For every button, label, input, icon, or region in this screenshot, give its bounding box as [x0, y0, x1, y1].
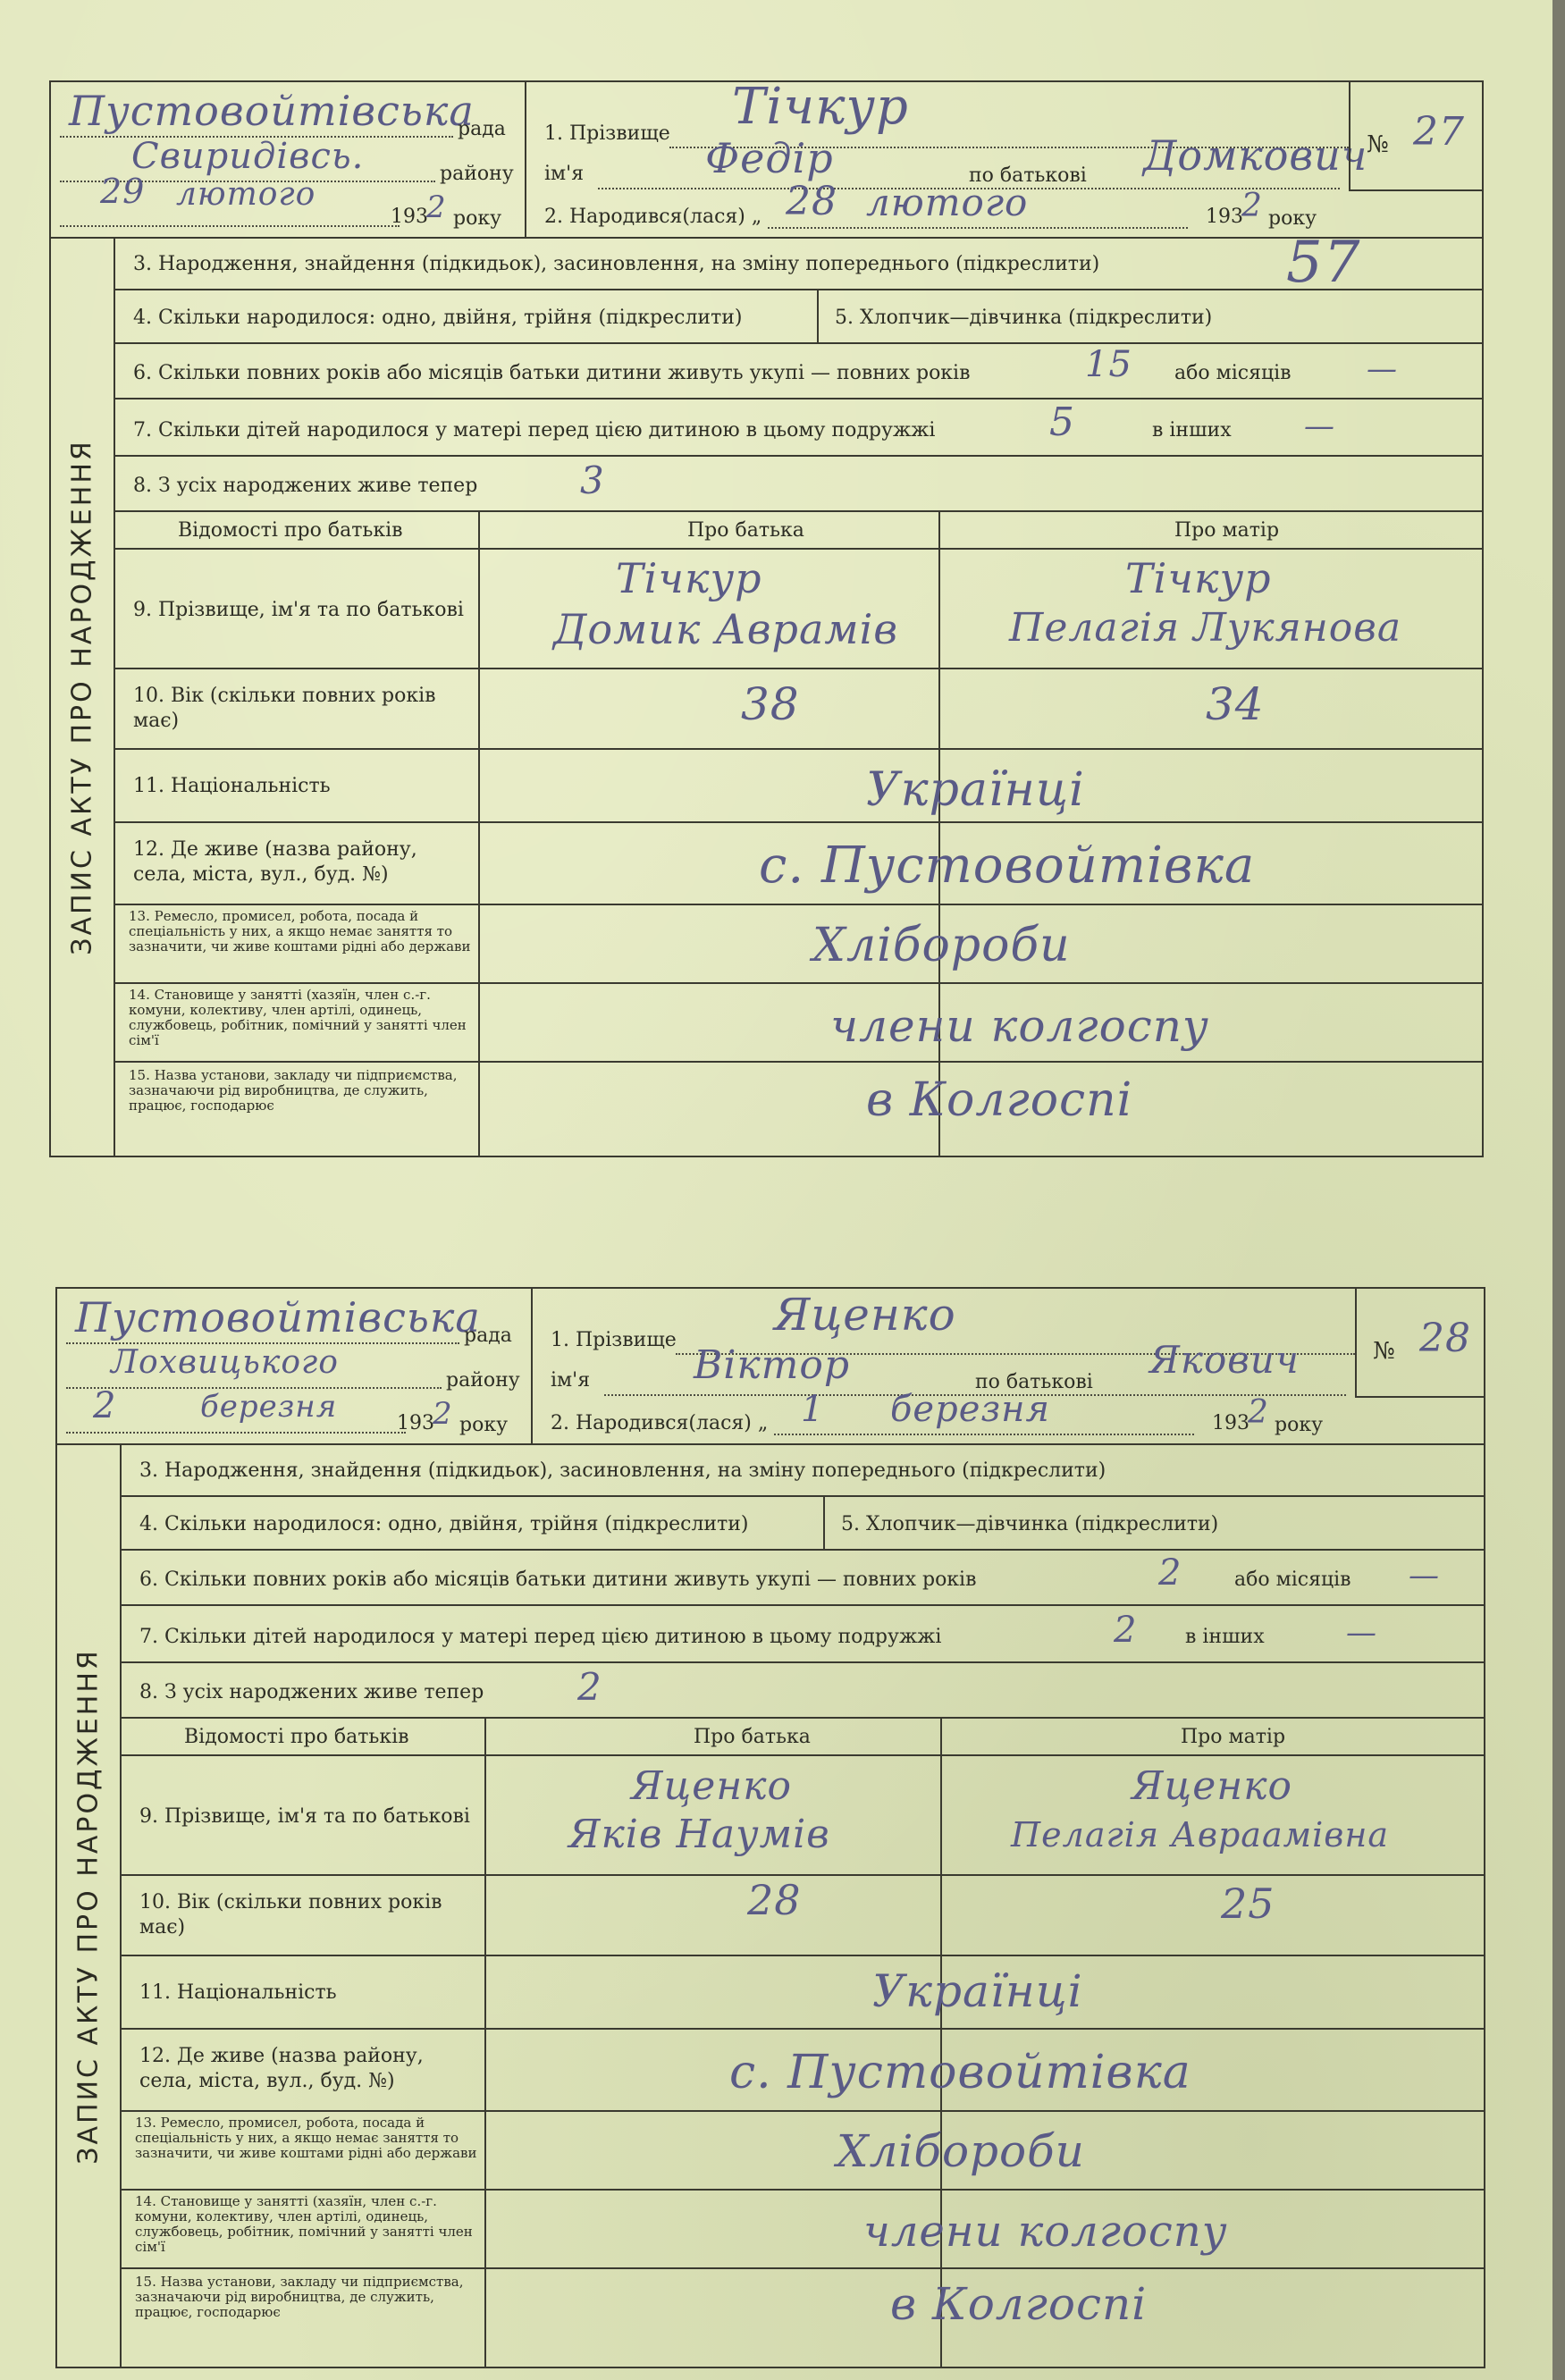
q7-text: 7. Скільки дітей народилося у матері перед цією дитиною в цьому подружжі	[133, 419, 936, 442]
mother-header: Про матір	[1181, 1726, 1286, 1748]
q6-months-label: або місяців	[1174, 362, 1292, 384]
council-label: рада	[458, 118, 506, 140]
q6-text: 6. Скільки повних років або місяців батьки дитини живуть укупі — повних років	[139, 1568, 977, 1591]
record-year-digit: 2	[426, 189, 447, 225]
q6-months: —	[1409, 1558, 1440, 1594]
q8-text: 8. З усіх народжених живе тепер	[139, 1681, 484, 1703]
r9-label: 9. Прізвище, ім'я та по батькові	[139, 1805, 470, 1828]
row-r15	[122, 2269, 1484, 2367]
council-handwritten: Пустовойтівська	[75, 1293, 481, 1341]
council-block	[57, 1289, 533, 1445]
page-edge-shadow	[1552, 0, 1565, 2380]
record-year-prefix: 193	[397, 1412, 434, 1434]
born-year-digit: 2	[1241, 188, 1263, 224]
patronymic-handwritten: Домкович	[1143, 131, 1368, 180]
record-day: 2	[93, 1385, 117, 1426]
q7-other-label: в інших	[1185, 1626, 1265, 1648]
r12-label: 12. Де живе (назва району, села, міста, вул., буд. №)	[139, 2045, 424, 2092]
q4-text: 4. Скільки народилося: одно, двійня, трійня (підкреслити)	[133, 307, 743, 329]
row-parents-header	[115, 512, 1482, 550]
name-handwritten: Федір	[705, 134, 834, 182]
father-name: Домик Аврамів	[553, 605, 899, 653]
side-title-text: ЗАПИС АКТУ ПРО НАРОДЖЕННЯ	[72, 1647, 105, 2165]
row-r14	[122, 2191, 1484, 2269]
status: члени колгоспу	[863, 2207, 1228, 2257]
q8-value: 3	[580, 458, 605, 502]
mother-name: Пелагія Лукянова	[1009, 605, 1402, 651]
parents-header: Відомості про батьків	[184, 1726, 409, 1748]
name-label: ім'я	[544, 163, 585, 185]
born-year-suffix: року	[1268, 207, 1317, 230]
row-r11	[122, 1956, 1484, 2030]
surname-handwritten: Тічкур	[732, 78, 909, 136]
q3-text: 3. Народження, знайдення (підкидьок), засиновлення, на зміну попереднього (підкреслити)	[133, 253, 1100, 275]
father-surname: Тічкур	[616, 554, 762, 602]
record-header	[49, 80, 1484, 239]
council-block	[51, 82, 526, 239]
row-q4-q5	[115, 290, 1482, 344]
q8-text: 8. З усіх народжених живе тепер	[133, 475, 478, 497]
record-body	[55, 1443, 1485, 2368]
record-number-block	[1349, 82, 1482, 191]
q7-value: 2	[1114, 1610, 1138, 1651]
row-r10	[115, 669, 1482, 750]
row-q3	[115, 230, 1482, 296]
q5-text: 5. Хлопчик—дівчинка (підкреслити)	[841, 1513, 1219, 1535]
occupation: Хлібороби	[837, 2125, 1085, 2177]
row-r10	[122, 1876, 1484, 1956]
born-year-prefix: 193	[1212, 1412, 1249, 1434]
r10-label: 10. Вік (скільки повних років має)	[133, 685, 436, 732]
q7-other: —	[1346, 1615, 1377, 1651]
r10-label: 10. Вік (скільки повних років має)	[139, 1891, 442, 1938]
record-year-digit: 2	[433, 1396, 453, 1432]
father-name: Яків Наумів	[568, 1812, 830, 1857]
side-title-text: ЗАПИС АКТУ ПРО НАРОДЖЕННЯ	[66, 439, 98, 955]
name-handwritten: Віктор	[694, 1342, 851, 1388]
birth-record-27	[49, 80, 1484, 1157]
father-age: 38	[741, 678, 800, 730]
record-month: лютого	[176, 176, 316, 213]
nationality: Українці	[866, 763, 1085, 817]
born-year-prefix: 193	[1206, 206, 1243, 228]
record-body	[49, 230, 1484, 1157]
father-age: 28	[747, 1876, 802, 1924]
row-q3	[122, 1445, 1484, 1497]
workplace: в Колгоспі	[866, 1073, 1133, 1127]
q7-text: 7. Скільки дітей народилося у матері перед цією дитиною в цьому подружжі	[139, 1626, 942, 1648]
q6-months: —	[1367, 351, 1398, 387]
q3-text: 3. Народження, знайдення (підкидьок), засиновлення, на зміну попереднього (підкреслити)	[139, 1459, 1106, 1482]
r15-label: 15. Назва установи, закладу чи підприємства, зазначаючи рід виробництва, де служить, працює, господарює	[129, 1067, 458, 1114]
row-r12	[122, 2030, 1484, 2112]
surname-label: 1. Прізвище	[544, 122, 670, 145]
q6-years: 2	[1158, 1552, 1182, 1594]
r11-label: 11. Національність	[139, 1981, 337, 2004]
row-r9	[115, 550, 1482, 669]
q6-text: 6. Скільки повних років або місяців батьки дитини живуть укупі — повних років	[133, 362, 971, 384]
row-q6	[115, 344, 1482, 399]
occupation: Хлібороби	[812, 919, 1071, 972]
row-q6	[122, 1551, 1484, 1606]
mother-header: Про матір	[1174, 519, 1280, 542]
born-month: лютого	[866, 181, 1029, 224]
birth-record-28	[55, 1287, 1485, 2368]
mother-age: 25	[1221, 1880, 1275, 1928]
born-day: 28	[786, 179, 837, 224]
row-r14	[115, 984, 1482, 1063]
workplace: в Колгоспі	[890, 2278, 1148, 2330]
born-year-digit: 2	[1248, 1394, 1269, 1431]
parents-header: Відомості про батьків	[178, 519, 403, 542]
council-label: рада	[464, 1325, 512, 1347]
patronymic-label: по батькові	[975, 1371, 1093, 1393]
mother-age: 34	[1206, 678, 1265, 730]
r9-label: 9. Прізвище, ім'я та по батькові	[133, 599, 464, 621]
mother-surname: Яценко	[1132, 1763, 1293, 1809]
r13-label: 13. Ремесло, промисел, робота, посада й спеціальність у них, а якщо немає заняття то зазначити, чи живе коштами рідні або держави	[129, 908, 471, 955]
r11-label: 11. Національність	[133, 775, 331, 797]
district-handwritten: Лохвицького	[111, 1344, 339, 1381]
father-surname: Яценко	[631, 1763, 793, 1809]
q4-text: 4. Скільки народилося: одно, двійня, трійня (підкреслити)	[139, 1513, 749, 1535]
q6-years: 15	[1085, 344, 1132, 385]
name-label: ім'я	[551, 1369, 591, 1392]
row-q4-q5	[122, 1497, 1484, 1551]
q7-value: 5	[1049, 399, 1075, 445]
surname-handwritten: Яценко	[774, 1289, 956, 1341]
patronymic-label: по батькові	[969, 164, 1087, 187]
record-year-suffix: року	[453, 207, 502, 230]
status: члени колгоспу	[830, 1000, 1209, 1052]
nationality: Українці	[872, 1965, 1083, 2017]
council-handwritten: Пустовойтівська	[69, 87, 475, 135]
record-number: 27	[1413, 109, 1465, 155]
side-title	[57, 1445, 122, 2367]
father-header: Про батька	[687, 519, 804, 542]
record-header	[55, 1287, 1485, 1445]
margin-mark: 57	[1286, 230, 1361, 296]
row-r13	[115, 905, 1482, 984]
row-q7	[122, 1606, 1484, 1663]
side-title	[51, 239, 115, 1156]
row-r15	[115, 1063, 1482, 1156]
district-label: району	[440, 163, 514, 185]
q7-other: —	[1304, 408, 1335, 444]
r14-label: 14. Становище у занятті (хазяїн, член с.-г. комуни, колективу, член артілі, одинець, службовець, робітник, помічний у занятті член сім'ї	[135, 2193, 473, 2255]
record-number-block	[1355, 1289, 1484, 1398]
row-r11	[115, 750, 1482, 823]
mother-name: Пелагія Авраамівна	[1011, 1815, 1390, 1854]
r15-label: 15. Назва установи, закладу чи підприємства, зазначаючи рід виробництва, де служить, працює, господарює	[135, 2274, 464, 2320]
record-day: 29	[100, 172, 146, 211]
row-parents-header	[122, 1719, 1484, 1756]
mother-surname: Тічкур	[1125, 554, 1272, 602]
row-r12	[115, 823, 1482, 905]
record-number: 28	[1419, 1316, 1471, 1361]
residence: с. Пустовойтівка	[729, 2046, 1191, 2099]
child-block	[526, 78, 1368, 239]
number-label: №	[1367, 131, 1389, 158]
father-header: Про батька	[694, 1726, 811, 1748]
patronymic-handwritten: Якович	[1149, 1338, 1300, 1382]
born-day: 1	[801, 1389, 825, 1430]
number-label: №	[1373, 1338, 1395, 1365]
residence: с. Пустовойтівка	[759, 837, 1256, 895]
district-label: району	[446, 1369, 520, 1392]
district-handwritten: Свиридівсь.	[131, 136, 365, 177]
row-q8	[115, 457, 1482, 512]
r14-label: 14. Становище у занятті (хазяїн, член с.-г. комуни, колективу, член артілі, одинець, службовець, робітник, помічний у занятті член сім'ї	[129, 987, 467, 1048]
q6-months-label: або місяців	[1234, 1568, 1351, 1591]
born-label: 2. Народився(лася) „	[551, 1412, 769, 1434]
record-year-suffix: року	[459, 1414, 509, 1436]
record-month: березня	[200, 1389, 338, 1425]
row-r9	[122, 1756, 1484, 1876]
q5-text: 5. Хлопчик—дівчинка (підкреслити)	[835, 307, 1213, 329]
born-month: березня	[890, 1389, 1051, 1430]
row-q8	[122, 1663, 1484, 1719]
born-year-suffix: року	[1275, 1414, 1324, 1436]
r12-label: 12. Де живе (назва району, села, міста, вул., буд. №)	[133, 838, 417, 886]
row-r13	[122, 2112, 1484, 2191]
row-q7	[115, 399, 1482, 457]
q7-other-label: в інших	[1152, 419, 1232, 442]
child-block	[533, 1289, 1355, 1445]
record-year-prefix: 193	[391, 206, 428, 228]
q8-value: 2	[577, 1665, 602, 1709]
r13-label: 13. Ремесло, промисел, робота, посада й спеціальність у них, а якщо немає заняття то зазначити, чи живе коштами рідні або держави	[135, 2115, 477, 2161]
surname-label: 1. Прізвище	[551, 1329, 677, 1351]
born-label: 2. Народився(лася) „	[544, 206, 762, 228]
